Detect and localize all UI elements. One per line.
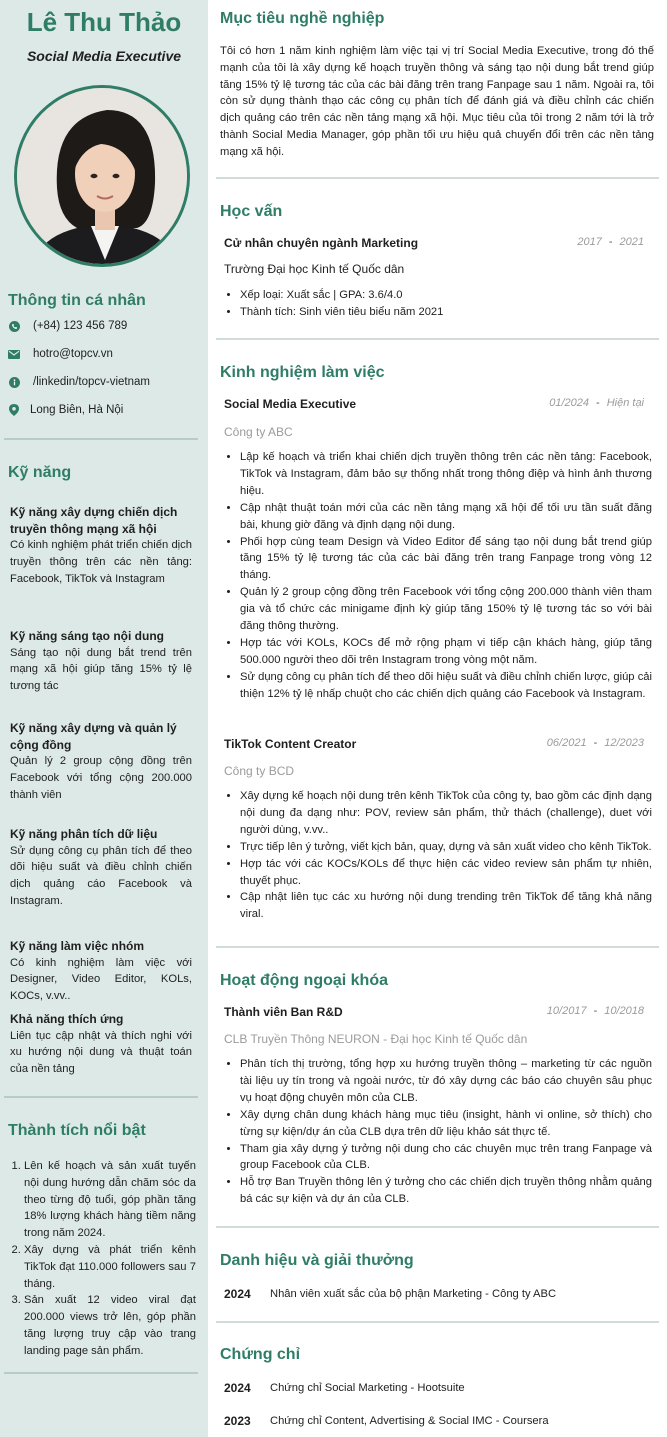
skill-desc: Có kinh nghiệm làm việc với Designer, Video Editor, KOLs, KOCs, v.vv.. <box>10 956 192 1003</box>
activity-bullet: • Phân tích thị trường, tổng hợp xu hướng truyền thông – marketing từ các nguồn tài liệu uy tín trong và ngoài nước, từ đó xây dựng các báo cáo chuyên sâu phục vụ hoạt động chuyên môn của CLB. <box>240 1056 652 1107</box>
activity-header <box>224 1005 644 1021</box>
skill-name: Kỹ năng xây dựng chiến dịch truyền thông mạng xã hội <box>10 505 178 536</box>
certificate-item <box>224 1413 654 1429</box>
activities-title: Hoạt động ngoại khóa <box>220 972 388 989</box>
skill-item <box>10 628 192 695</box>
job-dates: 01/2024 - Hiện tại <box>549 397 644 409</box>
awards-title: Danh hiệu và giải thưởng <box>220 1252 414 1269</box>
sidebar <box>0 0 208 1437</box>
award-year: 2024 <box>224 1287 251 1301</box>
mail-icon <box>8 348 20 360</box>
certificate-text: Chứng chỉ Social Marketing - Hootsuite <box>270 1382 465 1394</box>
job-bullet: • Cập nhật thuật toán mới của các nền tảng mạng xã hội để tối ưu tần suất đăng bài, khung giờ đăng và định dạng nội dung. <box>240 500 652 534</box>
section-divider <box>216 1226 659 1228</box>
phone-icon <box>8 320 20 332</box>
job-header <box>224 397 644 413</box>
skill-item <box>10 826 192 910</box>
section-divider <box>216 177 659 179</box>
job-header <box>224 737 644 753</box>
achievement-item: 2. Xây dựng và phát triển kênh TikTok đạt 110.000 followers sau 7 tháng. <box>24 1242 196 1292</box>
job-title: TikTok Content Creator <box>224 737 357 751</box>
award-item <box>224 1286 654 1302</box>
company-name: Công ty ABC <box>224 425 293 439</box>
company-name: Công ty BCD <box>224 764 295 778</box>
skill-desc: Sử dụng công cụ phân tích để theo dõi hiệu suất và điều chỉnh chiến dịch quảng cáo Facebook và Instagram. <box>10 844 192 907</box>
skill-item <box>10 938 192 1005</box>
sidebar-divider <box>4 1372 198 1374</box>
start-date: 10/2017 <box>546 1005 587 1017</box>
phone-value[interactable]: (+84) 123 456 789 <box>33 320 128 332</box>
skill-desc: Quản lý 2 group cộng đồng trên Facebook với tổng cộng 200.000 thành viên <box>10 755 192 801</box>
start-date: 2017 <box>577 236 602 248</box>
job-bullet: • Trực tiếp lên ý tưởng, viết kịch bản, quay, dựng và sản xuất video cho kênh TikTok. <box>240 839 652 856</box>
job-dates: 06/2021 - 12/2023 <box>546 737 644 749</box>
education-dates: 2017 - 2021 <box>577 236 644 248</box>
achievements-title: Thành tích nổi bật <box>8 1122 146 1139</box>
end-date: 10/2018 <box>604 1005 644 1017</box>
certificates-title: Chứng chỉ <box>220 1346 301 1363</box>
skill-name: Kỹ năng xây dựng và quản lý cộng đồng <box>10 721 177 752</box>
objective-text: Tôi có hơn 1 năm kinh nghiệm làm việc tại vị trí Social Media Executive, trong đó thế mạnh của tôi là xây dựng kế hoạch truyền thông và sáng tạo nội dung bắt trend giúp tăng 15% tỷ lệ tương tác của các bài đăng trên trang Fanpage sau 1 năm. Ngoài ra, tôi còn sử dụng thành thạo các công cụ phân tích để đánh giá và điều chỉnh các chiến dịch quảng cáo trên các nền tảng mạng xã hội. Mục tiêu của tôi trong 2 năm tới là trở thành Social Media Manager, góp phần tối ưu hiệu quả chuyển đổi trên các nền tảng mạng xã hội. <box>220 45 654 158</box>
section-divider <box>216 1321 659 1323</box>
activity-bullets <box>238 1056 652 1208</box>
personal-info-title: Thông tin cá nhân <box>8 292 146 309</box>
job-bullet: • Hợp tác với KOLs, KOCs để mở rộng phạm vi tiếp cận khách hàng, giúp tăng 500.000 người theo dõi trên Instagram trong vòng một năm. <box>240 635 652 669</box>
skill-name: Kỹ năng phân tích dữ liệu <box>10 827 158 841</box>
education-header <box>224 236 644 252</box>
skill-name: Kỹ năng làm việc nhóm <box>10 939 145 953</box>
activity-dates: 10/2017 - 10/2018 <box>546 1005 644 1017</box>
end-date: Hiện tại <box>606 397 644 409</box>
candidate-name: Lê Thu Thảo <box>26 7 182 37</box>
activity-bullet: • Hỗ trợ Ban Truyền thông lên ý tưởng cho các chiến dịch truyền thông nhằm quảng bá các sự kiện và dự án của CLB. <box>240 1174 652 1208</box>
skill-item <box>10 720 192 803</box>
job-bullet: • Sử dụng công cụ phân tích để theo dõi hiệu suất và điều chỉnh chiến lược, giúp cải thiện 12% tỷ lệ nhấp chuột cho các chiến dịch quảng cáo Facebook và Instagram. <box>240 669 652 703</box>
school-name: Trường Đại học Kinh tế Quốc dân <box>224 262 405 276</box>
start-date: 01/2024 <box>549 397 590 409</box>
job-bullets <box>238 449 652 703</box>
location-value: Long Biên, Hà Nội <box>30 404 124 416</box>
email-value[interactable]: hotro@topcv.vn <box>33 348 113 360</box>
job-bullets <box>238 788 652 923</box>
award-text: Nhân viên xuất sắc của bộ phận Marketing - Công ty ABC <box>270 1288 557 1300</box>
linkedin-row <box>8 374 150 390</box>
degree-name: Cử nhân chuyên ngành Marketing <box>224 236 419 250</box>
linkedin-value[interactable]: /linkedin/topcv-vietnam <box>33 376 150 388</box>
skill-name: Khả năng thích ứng <box>10 1012 124 1026</box>
location-row <box>8 402 123 418</box>
skills-title: Kỹ năng <box>8 464 72 481</box>
job-bullet: • Cập nhật liên tục các xu hướng nội dung trending trên TikTok để tăng khả năng viral. <box>240 889 652 923</box>
candidate-role: Social Media Executive <box>26 48 182 64</box>
activity-org: CLB Truyền Thông NEURON - Đại học Kinh tế Quốc dân <box>224 1032 528 1046</box>
job-title: Social Media Executive <box>224 397 357 411</box>
certificate-text: Chứng chỉ Content, Advertising & Social IMC - Coursera <box>270 1415 549 1427</box>
job-bullet: • Xây dựng kế hoạch nội dung trên kênh TikTok của công ty, bao gồm các định dạng nội dung đa dạng như: POV, review sản phẩm, thử thách (challenge), duet với người dùng, v.vv.. <box>240 788 652 839</box>
education-bullet: • Thành tích: Sinh viên tiêu biểu năm 2021 <box>240 304 652 321</box>
job-bullet: • Phối hợp cùng team Design và Video Editor để sáng tạo nội dung bắt trend giúp tăng 15% tỷ lệ tương tác của các bài đăng trên trang Fanpage trong vòng 12 tháng. <box>240 534 652 585</box>
section-divider <box>216 946 659 948</box>
portrait-photo <box>17 88 190 267</box>
skill-name: Kỹ năng sáng tạo nội dung <box>10 629 164 643</box>
job-bullet: • Hợp tác với các KOCs/KOLs để thực hiện các video review sản phẩm tự nhiên, thuyết phục. <box>240 856 652 890</box>
certificate-year: 2023 <box>224 1414 251 1428</box>
info-icon <box>8 376 20 388</box>
activity-bullet: • Tham gia xây dựng ý tưởng nội dung cho các chuyên mục trên trang Fanpage và group Facebook của CLB. <box>240 1141 652 1175</box>
main-content <box>208 0 667 1437</box>
achievements-list <box>10 1158 196 1360</box>
end-date: 2021 <box>619 236 644 248</box>
activity-role: Thành viên Ban R&D <box>224 1005 343 1019</box>
skill-desc: Liên tục cập nhật và thích nghi với xu hướng nội dung và thuật toán của nền tảng <box>10 1029 192 1076</box>
education-bullets <box>238 287 652 321</box>
skill-desc: Có kinh nghiệm phát triển chiến dịch truyền thông trên các nền tảng: Facebook, TikTok và Instagram <box>10 539 192 585</box>
sidebar-divider <box>4 1096 198 1098</box>
education-bullet: • Xếp loại: Xuất sắc | GPA: 3.6/4.0 <box>240 287 652 304</box>
certificate-item <box>224 1380 654 1396</box>
email-row <box>8 346 113 362</box>
experience-title: Kinh nghiệm làm việc <box>220 364 385 381</box>
job-bullet: • Quản lý 2 group cộng đồng trên Facebook với tổng cộng 200.000 thành viên tham gia và tổ chức các minigame định kỳ giúp tăng 150% tỷ lệ tương tác so với bài đăng thông thường. <box>240 584 652 635</box>
education-title: Học vấn <box>220 203 283 220</box>
phone-row <box>8 318 127 334</box>
section-divider <box>216 338 659 340</box>
skill-item <box>10 504 192 587</box>
skill-desc: Sáng tạo nội dung bắt trend trên mạng xã hội giúp tăng 15% tỷ lệ tương tác <box>10 646 192 693</box>
certificate-year: 2024 <box>224 1381 251 1395</box>
activity-bullet: • Xây dựng chân dung khách hàng mục tiêu (insight, hành vi online, sở thích) cho từng sự kiện/dự án của CLB dựa trên dữ liệu khảo sát thực tế. <box>240 1107 652 1141</box>
job-bullet: • Lập kế hoạch và triển khai chiến dịch truyền thông trên các nền tảng: Facebook, TikTok và Instagram, đảm bảo sự thống nhất trong thông điệp và hình ảnh thương hiệu. <box>240 449 652 500</box>
achievement-item: 1. Lên kế hoạch và sản xuất tuyến nội dung hướng dẫn chăm sóc da theo từng độ tuổi, góp phần tăng 18% lượng khách hàng tiềm năng trong năm 2024. <box>24 1158 196 1242</box>
avatar <box>14 85 190 267</box>
skill-item <box>10 1011 192 1078</box>
end-date: 12/2023 <box>604 737 644 749</box>
location-pin-icon <box>8 404 20 416</box>
start-date: 06/2021 <box>546 737 587 749</box>
sidebar-divider <box>4 438 198 440</box>
objective-title: Mục tiêu nghề nghiệp <box>220 10 385 27</box>
achievement-item: 3. Sản xuất 12 video viral đạt 200.000 views trở lên, góp phần tăng lượng truy cập vào trang landing page sản phẩm. <box>24 1292 196 1359</box>
